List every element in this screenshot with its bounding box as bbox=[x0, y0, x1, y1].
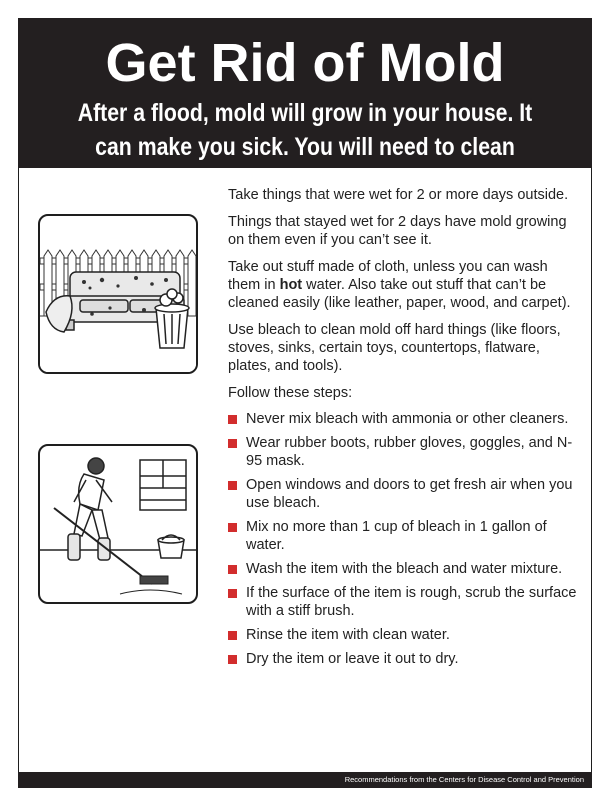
bullet-square-icon bbox=[228, 439, 237, 448]
main-text bbox=[228, 186, 578, 674]
step-item bbox=[228, 518, 578, 554]
bullet-square-icon bbox=[228, 565, 237, 574]
step-text: Wear rubber boots, rubber gloves, goggles, and N-95 mask. bbox=[246, 435, 573, 469]
bullet-square-icon bbox=[228, 655, 237, 664]
step-text: Dry the item or leave it out to dry. bbox=[246, 651, 459, 667]
step-text: Open windows and doors to get fresh air when you use bleach. bbox=[246, 477, 573, 511]
intro-paragraph-4: Use bleach to clean mold off hard things (like floors, stoves, sinks, certain toys, countertops, flatware, plates, and tools). bbox=[228, 322, 561, 374]
footer-credit: Recommendations from the Centers for Disease Control and Prevention bbox=[344, 775, 584, 784]
step-item bbox=[228, 560, 578, 578]
step-item bbox=[228, 584, 578, 620]
bullet-square-icon bbox=[228, 523, 237, 532]
paragraph-3-text-b: water. Also take out stuff that can’t be cleaned easily (like leather, paper, wood, and carpet). bbox=[228, 277, 571, 311]
bullet-square-icon bbox=[228, 481, 237, 490]
paragraph-3-text-a: Take out stuff made of cloth, unless you can wash them in bbox=[228, 259, 548, 293]
page-subtitle: After a flood, mold will grow in your house. It can make you sick. You will need to clean your house. bbox=[77, 99, 533, 195]
step-text: If the surface of the item is rough, scrub the surface with a stiff brush. bbox=[246, 585, 577, 619]
steps-list bbox=[228, 410, 578, 668]
footer-bar bbox=[18, 772, 592, 788]
step-item bbox=[228, 626, 578, 644]
paragraph-3-bold: hot bbox=[279, 277, 303, 293]
bullet-square-icon bbox=[228, 589, 237, 598]
moldy-furniture-outside-illustration bbox=[38, 214, 198, 374]
intro-paragraph-1: Take things that were wet for 2 or more days outside. bbox=[228, 187, 569, 203]
intro-paragraph-3 bbox=[228, 258, 578, 312]
step-item bbox=[228, 434, 578, 470]
steps-label: Follow these steps: bbox=[228, 385, 353, 401]
step-text: Never mix bleach with ammonia or other cleaners. bbox=[246, 411, 569, 427]
step-item bbox=[228, 650, 578, 668]
intro-paragraph-2: Things that stayed wet for 2 days have mold growing on them even if you can’t see it. bbox=[228, 214, 567, 248]
bullet-square-icon bbox=[228, 415, 237, 424]
person-scrubbing-floor-illustration bbox=[38, 444, 198, 604]
bullet-square-icon bbox=[228, 631, 237, 640]
step-item bbox=[228, 410, 578, 428]
step-text: Mix no more than 1 cup of bleach in 1 gallon of water. bbox=[246, 519, 547, 553]
step-text: Rinse the item with clean water. bbox=[246, 627, 450, 643]
step-text: Wash the item with the bleach and water mixture. bbox=[246, 561, 563, 577]
step-item bbox=[228, 476, 578, 512]
page-title: Get Rid of Mold bbox=[105, 33, 505, 93]
